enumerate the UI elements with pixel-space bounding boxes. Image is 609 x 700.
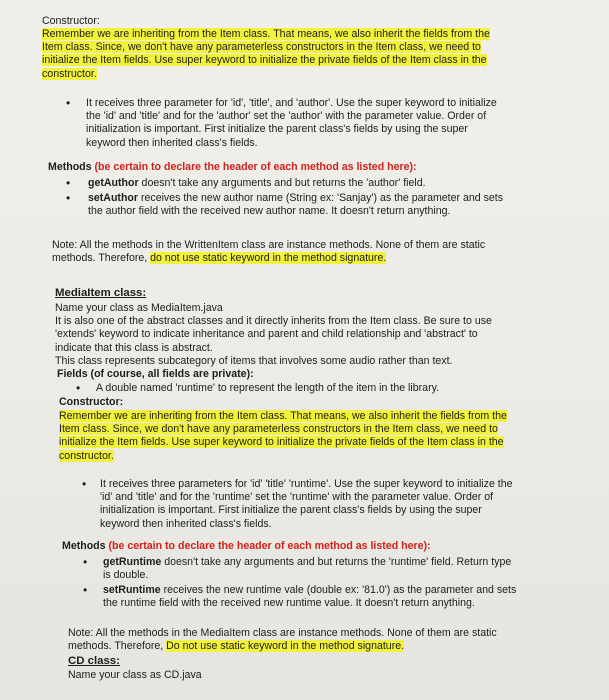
bullet-icon: • (66, 96, 71, 110)
highlight-line: Remember we are inheriting from the Item class. That means, we also inherit the fields from the (42, 28, 490, 40)
highlight-line: Item class. Since, we don't have any parameterless constructors in the Item class, we need to (42, 41, 481, 54)
written-methods-heading: Methods (be certain to declare the header of each method as listed here): (48, 161, 417, 173)
written-constructor-bullet: • It receives three parameter for 'id', 'title', and 'author'. Use the super keyword to initialize the 'id' and 'title' and for the 'author' set the 'author' with the parameter value. Order of initialization is important. First initialize the parent class's fields by using the super keyword then inherited class's fields. (66, 96, 497, 149)
mediaitem-field-runtime: • A double named 'runtime' to represent the length of the item in the library. (76, 381, 440, 395)
highlight-line: Remember we are inheriting from the Item class. That means, we also inherit the fields from the (59, 410, 507, 422)
mediaitem-method-setruntime: • setRuntime receives the new runtime vale (double ex: '81.0') as the parameter and sets the runtime field with the received new runtime value. It doesn't return anything. (83, 583, 517, 610)
highlight-line: constructor. (42, 67, 97, 80)
bullet-icon: • (83, 583, 88, 597)
bullet-icon: • (82, 477, 87, 491)
mediaitem-method-getruntime: • getRuntime doesn't take any arguments and but returns the 'runtime' field. Return type is double. (83, 555, 512, 582)
mediaitem-note: Note: All the methods in the MediaItem class are instance methods. None of them are static methods. Therefore, Do not use static keyword in the method signature. (68, 627, 497, 653)
written-constructor-highlight (42, 28, 609, 81)
mediaitem-constructor-bullet: • It receives three parameters for 'id' 'title' 'runtime'. Use the super keyword to initialize the 'id' and 'title' and for the 'runtime' set the 'runtime' with the parameter value. Order of initialization is important. First initialize the parent class's fields by using the super keyword then inherited class's fields. (82, 477, 513, 530)
written-method-getauthor: • getAuthor doesn't take any arguments and but returns the 'author' field. (66, 176, 426, 190)
written-constructor-heading: Constructor: (42, 15, 100, 27)
highlight-line: Item class. Since, we don't have any parameterless constructors in the Item class, we need to (59, 423, 498, 436)
mediaitem-methods-heading: Methods (be certain to declare the header of each method as listed here): (62, 540, 431, 552)
mediaitem-intro: Name your class as MediaItem.java It is also one of the abstract classes and it directly inherits from the Item class. Be sure to use 'extends' keyword to indicate inheritance and parent and child relationship and 'abstract' to indicate that this class is abstract. This class represents subcategory of items that involves some audio rather than text. (55, 302, 492, 367)
highlight-line: initialize the Item fields. Use super keyword to initialize the private fields of the Item class in the (42, 54, 487, 67)
bullet-icon: • (66, 191, 71, 205)
mediaitem-constructor-highlight (59, 410, 609, 463)
cd-intro: Name your class as CD.java (68, 669, 202, 681)
bullet-icon: • (83, 555, 88, 569)
bullet-icon: • (76, 381, 81, 395)
bullet-icon: • (66, 176, 71, 190)
written-note: Note: All the methods in the WrittenItem class are instance methods. None of them are static methods. Therefore, do not use static keyword in the method signature. (52, 239, 486, 265)
highlight-line: initialize the Item fields. Use super keyword to initialize the private fields of the Item class in the (59, 436, 504, 449)
mediaitem-constructor-heading: Constructor: (59, 396, 124, 408)
highlight-line: constructor. (59, 449, 114, 462)
mediaitem-fields-heading: Fields (of course, all fields are private): (57, 368, 254, 380)
cd-title: CD class: (68, 655, 120, 667)
written-method-setauthor: • setAuthor receives the new author name (String ex: 'Sanjay') as the parameter and sets the author field with the received new author name. It doesn't return anything. (66, 191, 504, 218)
mediaitem-title: MediaItem class: (55, 287, 147, 299)
